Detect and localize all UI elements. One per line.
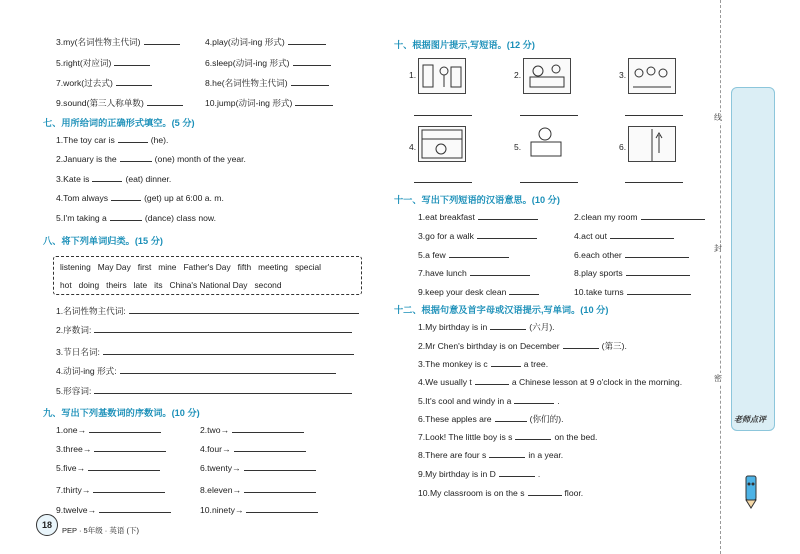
answer-blank bbox=[626, 267, 690, 276]
answer-line-2 bbox=[520, 114, 578, 116]
section-7-title: 七、用所给词的正确形式填空。(5 分) bbox=[43, 118, 195, 128]
item-suffix: (第三). bbox=[601, 341, 627, 351]
s8-category bbox=[56, 305, 362, 317]
s9-item bbox=[56, 484, 168, 496]
item-suffix: (你们的). bbox=[529, 414, 564, 424]
item-text: 2.two→ bbox=[200, 425, 230, 435]
s12-item bbox=[418, 395, 560, 407]
answer-blank bbox=[99, 504, 171, 513]
answer-line-4 bbox=[414, 181, 472, 183]
item-text: 6.sleep(动词-ing 形式) bbox=[205, 58, 290, 68]
pic-num-3: 3. bbox=[619, 70, 627, 80]
s12-item bbox=[418, 358, 548, 370]
answer-blank bbox=[244, 484, 316, 493]
s8-category bbox=[56, 385, 355, 397]
s8-category bbox=[56, 365, 339, 377]
item-text: 2.clean my room bbox=[574, 212, 638, 222]
word-bank-word: hot bbox=[60, 280, 72, 290]
s6-item bbox=[56, 57, 153, 69]
s6-item bbox=[205, 57, 334, 69]
item-text: 9.twelve→ bbox=[56, 505, 97, 515]
item-suffix: (eat) dinner. bbox=[125, 174, 172, 184]
item-prefix: 5.I'm taking a bbox=[56, 213, 107, 223]
word-bank-row-2 bbox=[60, 280, 289, 290]
item-text: 5.right(对应词) bbox=[56, 58, 112, 68]
answer-blank bbox=[118, 134, 148, 143]
answer-blank bbox=[475, 376, 509, 385]
picture-1 bbox=[418, 58, 466, 94]
pic-num-4: 4. bbox=[409, 142, 417, 152]
answer-blank bbox=[232, 424, 304, 433]
answer-blank bbox=[93, 484, 165, 493]
word-bank-word: Father's Day bbox=[183, 262, 231, 272]
s6-item bbox=[205, 36, 329, 48]
answer-blank bbox=[470, 267, 530, 276]
binding-line bbox=[720, 0, 722, 554]
s9-item bbox=[56, 462, 163, 474]
s12-item bbox=[418, 449, 563, 461]
answer-line-1 bbox=[414, 114, 472, 116]
item-prefix: 1.The toy car is bbox=[56, 135, 115, 145]
s7-item bbox=[56, 153, 246, 165]
s11-item bbox=[574, 249, 692, 261]
s11-item bbox=[418, 211, 541, 223]
bind-char-seal: 封 bbox=[714, 244, 722, 253]
answer-blank bbox=[495, 413, 527, 422]
answer-blank bbox=[147, 97, 183, 106]
answer-blank bbox=[449, 249, 509, 258]
item-prefix: 3.The monkey is c bbox=[418, 359, 488, 369]
word-bank-row-1 bbox=[60, 262, 328, 272]
answer-blank bbox=[291, 77, 329, 86]
item-suffix: floor. bbox=[564, 488, 584, 498]
answer-blank bbox=[625, 249, 689, 258]
answer-blank bbox=[92, 173, 122, 182]
picture-2 bbox=[523, 58, 571, 94]
s12-item bbox=[418, 376, 682, 388]
item-prefix: 2.January is the bbox=[56, 154, 117, 164]
answer-blank bbox=[129, 305, 359, 314]
item-prefix: 5.It's cool and windy in a bbox=[418, 396, 512, 406]
answer-blank bbox=[477, 230, 537, 239]
answer-blank bbox=[94, 385, 352, 394]
picture-4 bbox=[418, 126, 466, 162]
answer-blank bbox=[94, 443, 166, 452]
item-suffix: (one) month of the year. bbox=[154, 154, 246, 164]
s8-category bbox=[56, 324, 355, 336]
item-text: 8.he(名词性物主代词) bbox=[205, 78, 288, 88]
item-prefix: 9.My birthday is in D bbox=[418, 469, 496, 479]
s9-item bbox=[56, 424, 164, 436]
footer-text: PEP · 5年级 · 英语 (下) bbox=[62, 526, 139, 535]
answer-blank bbox=[610, 230, 674, 239]
s11-item bbox=[418, 286, 542, 298]
item-text: 3.three→ bbox=[56, 444, 92, 454]
item-text: 1.eat breakfast bbox=[418, 212, 475, 222]
answer-blank bbox=[94, 324, 352, 333]
word-bank-word: special bbox=[294, 262, 322, 272]
s9-item bbox=[56, 504, 174, 516]
page-number-badge: 18 bbox=[36, 514, 58, 536]
category-label: 5.形容词: bbox=[56, 386, 92, 396]
s6-item bbox=[56, 77, 155, 89]
item-prefix: 4.We usually t bbox=[418, 377, 472, 387]
answer-blank bbox=[88, 462, 160, 471]
picture-6 bbox=[628, 126, 676, 162]
answer-blank bbox=[489, 449, 525, 458]
pencil-mascot-icon bbox=[736, 472, 766, 512]
s11-item bbox=[418, 267, 533, 279]
s9-item bbox=[200, 443, 309, 455]
item-suffix: (六月). bbox=[529, 322, 555, 332]
category-label: 1.名词性物主代词: bbox=[56, 306, 126, 316]
item-text: 6.each other bbox=[574, 250, 622, 260]
answer-blank bbox=[293, 57, 331, 66]
category-label: 4.动词-ing 形式: bbox=[56, 366, 117, 376]
s9-item bbox=[200, 424, 307, 436]
s7-item bbox=[56, 192, 224, 204]
s6-item bbox=[56, 97, 186, 109]
answer-blank bbox=[234, 443, 306, 452]
s9-item bbox=[200, 484, 319, 496]
answer-blank bbox=[509, 286, 539, 295]
pic-num-1: 1. bbox=[409, 70, 417, 80]
picture-3 bbox=[628, 58, 676, 94]
item-text: 9.keep your desk clean bbox=[418, 287, 507, 297]
item-suffix: . bbox=[537, 469, 541, 479]
item-text: 3.go for a walk bbox=[418, 231, 474, 241]
answer-blank bbox=[89, 424, 161, 433]
pic-num-6: 6. bbox=[619, 142, 627, 152]
word-bank-word: mine bbox=[158, 262, 177, 272]
s12-item bbox=[418, 321, 555, 333]
word-bank-word: May Day bbox=[97, 262, 131, 272]
item-suffix: in a year. bbox=[528, 450, 564, 460]
s12-item bbox=[418, 413, 563, 425]
answer-blank bbox=[514, 395, 554, 404]
item-text: 5.five→ bbox=[56, 463, 86, 473]
s11-item bbox=[574, 267, 693, 279]
s11-item bbox=[418, 249, 512, 261]
answer-blank bbox=[295, 97, 333, 106]
item-text: 3.my(名词性物主代词) bbox=[56, 37, 141, 47]
answer-blank bbox=[103, 346, 354, 355]
answer-blank bbox=[478, 211, 538, 220]
answer-blank bbox=[144, 36, 180, 45]
answer-blank bbox=[288, 36, 326, 45]
item-suffix: (he). bbox=[150, 135, 169, 145]
category-label: 2.序数词: bbox=[56, 325, 92, 335]
answer-line-5 bbox=[520, 181, 578, 183]
section-10-title: 十、根据图片提示,写短语。(12 分) bbox=[394, 40, 535, 50]
word-bank-word: second bbox=[254, 280, 282, 290]
item-suffix: . bbox=[557, 396, 560, 406]
answer-blank bbox=[563, 340, 599, 349]
answer-blank bbox=[528, 487, 562, 496]
word-bank-word: fifth bbox=[237, 262, 252, 272]
item-text: 5.a few bbox=[418, 250, 446, 260]
item-prefix: 7.Look! The little boy is s bbox=[418, 432, 513, 442]
word-bank-word: first bbox=[137, 262, 152, 272]
item-prefix: 4.Tom always bbox=[56, 193, 109, 203]
answer-blank bbox=[116, 77, 152, 86]
item-suffix: (get) up at 6:00 a. m. bbox=[144, 193, 224, 203]
answer-blank bbox=[110, 212, 142, 221]
item-prefix: 2.Mr Chen's birthday is on December bbox=[418, 341, 560, 351]
item-text: 4.four→ bbox=[200, 444, 231, 454]
word-bank-word: late bbox=[133, 280, 148, 290]
item-suffix: a Chinese lesson at 9 o'clock in the morning. bbox=[511, 377, 683, 387]
answer-blank bbox=[111, 192, 141, 201]
word-bank-word: China's National Day bbox=[169, 280, 248, 290]
bind-char-secret: 密 bbox=[714, 374, 722, 383]
answer-blank bbox=[515, 431, 551, 440]
answer-blank bbox=[641, 211, 705, 220]
word-bank-word: listening bbox=[60, 262, 91, 272]
item-prefix: 6.These apples are bbox=[418, 414, 492, 424]
item-text: 6.twenty→ bbox=[200, 463, 241, 473]
item-text: 1.one→ bbox=[56, 425, 87, 435]
s11-item bbox=[574, 286, 694, 298]
item-text: 7.thirty→ bbox=[56, 485, 91, 495]
s11-item bbox=[574, 211, 708, 223]
answer-blank bbox=[244, 462, 316, 471]
item-text: 9.sound(第三人称单数) bbox=[56, 98, 144, 108]
item-text: 4.act out bbox=[574, 231, 607, 241]
s8-category bbox=[56, 346, 357, 358]
s7-item bbox=[56, 212, 216, 224]
answer-blank bbox=[627, 286, 691, 295]
item-prefix: 3.Kate is bbox=[56, 174, 90, 184]
s7-item bbox=[56, 134, 168, 146]
answer-blank bbox=[114, 57, 150, 66]
section-11-title: 十一、写出下列短语的汉语意思。(10 分) bbox=[394, 195, 560, 205]
section-12-title: 十二、根据句意及首字母或汉语提示,写单词。(10 分) bbox=[394, 305, 609, 315]
item-prefix: 8.There are four s bbox=[418, 450, 487, 460]
word-bank-word: doing bbox=[78, 280, 100, 290]
answer-line-3 bbox=[625, 114, 683, 116]
answer-blank bbox=[246, 504, 318, 513]
s12-item bbox=[418, 431, 597, 443]
answer-blank bbox=[120, 153, 152, 162]
picture-5 bbox=[523, 126, 571, 162]
s11-item bbox=[574, 230, 677, 242]
s12-item bbox=[418, 340, 627, 352]
s6-item bbox=[205, 97, 336, 109]
s11-item bbox=[418, 230, 540, 242]
answer-blank bbox=[490, 321, 526, 330]
answer-blank bbox=[120, 365, 336, 374]
teacher-comment-label: 老师点评 bbox=[734, 415, 766, 424]
item-text: 4.play(动词-ing 形式) bbox=[205, 37, 285, 47]
item-text: 10.take turns bbox=[574, 287, 624, 297]
item-text: 8.play sports bbox=[574, 268, 623, 278]
item-prefix: 10.My classroom is on the s bbox=[418, 488, 525, 498]
item-text: 8.eleven→ bbox=[200, 485, 242, 495]
s12-item bbox=[418, 487, 583, 499]
answer-blank bbox=[499, 468, 535, 477]
word-bank-word: meeting bbox=[258, 262, 288, 272]
item-prefix: 1.My birthday is in bbox=[418, 322, 488, 332]
s6-item bbox=[205, 77, 332, 89]
item-suffix: a tree. bbox=[523, 359, 549, 369]
section-8-title: 八、将下列单词归类。(15 分) bbox=[43, 236, 163, 246]
word-bank-word: theirs bbox=[106, 280, 127, 290]
answer-line-6 bbox=[625, 181, 683, 183]
bind-char-line: 线 bbox=[714, 113, 722, 122]
s6-item bbox=[56, 36, 183, 48]
item-text: 10.ninety→ bbox=[200, 505, 244, 515]
item-text: 7.work(过去式) bbox=[56, 78, 113, 88]
word-bank-word: its bbox=[154, 280, 163, 290]
pic-num-2: 2. bbox=[514, 70, 522, 80]
s9-item bbox=[56, 443, 169, 455]
category-label: 3.节日名词: bbox=[56, 347, 100, 357]
s12-item bbox=[418, 468, 540, 480]
s9-item bbox=[200, 504, 321, 516]
item-suffix: (dance) class now. bbox=[144, 213, 217, 223]
section-9-title: 九、写出下列基数词的序数词。(10 分) bbox=[43, 408, 200, 418]
pic-num-5: 5. bbox=[514, 142, 522, 152]
s9-item bbox=[200, 462, 319, 474]
item-text: 10.jump(动词-ing 形式) bbox=[205, 98, 293, 108]
answer-blank bbox=[491, 358, 521, 367]
item-text: 7.have lunch bbox=[418, 268, 467, 278]
item-suffix: on the bed. bbox=[554, 432, 598, 442]
s7-item bbox=[56, 173, 171, 185]
teacher-comment-panel bbox=[731, 87, 775, 431]
